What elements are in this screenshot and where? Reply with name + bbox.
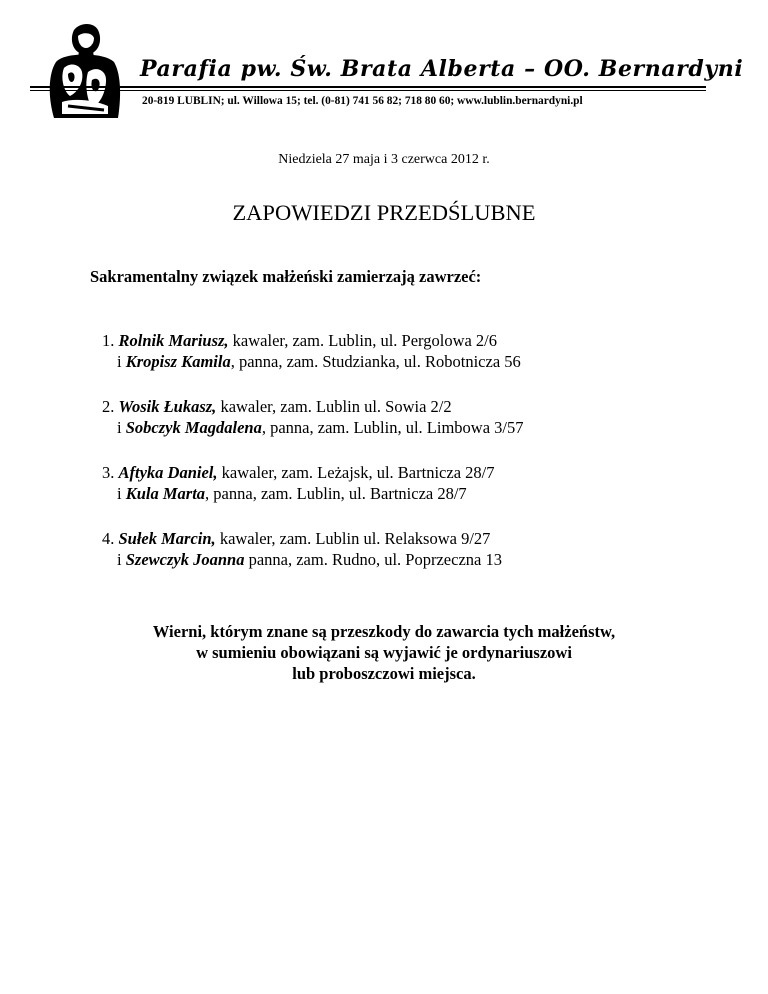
list-item xyxy=(102,396,742,438)
bride-name: Kropisz Kamila xyxy=(125,352,231,371)
list-item xyxy=(102,528,742,570)
header-rule-thin xyxy=(30,90,706,91)
entry-number: 1. xyxy=(102,331,115,350)
bride-name: Kula Marta xyxy=(125,484,206,503)
entry-number: 2. xyxy=(102,397,115,416)
conjunction: i xyxy=(117,352,126,371)
parish-name: Parafia pw. Św. Brata Alberta – OO. Bernardyni xyxy=(140,56,744,82)
notice-line-3: lub proboszczowi miejsca. xyxy=(292,664,476,683)
list-item xyxy=(102,330,742,372)
conjunction: i xyxy=(117,484,126,503)
groom-details: kawaler, zam. Leżajsk, ul. Bartnicza 28/7 xyxy=(217,463,495,482)
date-line: Niedziela 27 maja i 3 czerwca 2012 r. xyxy=(278,152,490,167)
notice-line-2: w sumieniu obowiązani są wyjawić je ordynariuszowi xyxy=(196,643,572,662)
saint-figure-logo-icon xyxy=(34,22,138,120)
conjunction: i xyxy=(117,550,126,569)
bride-details: panna, zam. Rudno, ul. Poprzeczna 13 xyxy=(244,550,502,569)
entry-number: 4. xyxy=(102,529,115,548)
groom-name: Aftyka Daniel, xyxy=(118,463,218,482)
list-item xyxy=(102,462,742,504)
header-rule xyxy=(30,86,706,88)
notice-text xyxy=(0,621,768,684)
entry-number: 3. xyxy=(102,463,115,482)
groom-name: Rolnik Mariusz, xyxy=(118,331,229,350)
bride-name: Szewczyk Joanna xyxy=(125,550,245,569)
groom-details: kawaler, zam. Lublin ul. Sowia 2/2 xyxy=(216,397,452,416)
conjunction: i xyxy=(117,418,126,437)
groom-name: Sułek Marcin, xyxy=(118,529,216,548)
bride-details: , panna, zam. Studzianka, ul. Robotnicza 56 xyxy=(230,352,521,371)
groom-details: kawaler, zam. Lublin ul. Relaksowa 9/27 xyxy=(215,529,491,548)
bride-details: , panna, zam. Lublin, ul. Bartnicza 28/7 xyxy=(205,484,467,503)
groom-details: kawaler, zam. Lublin, ul. Pergolowa 2/6 xyxy=(228,331,498,350)
document-title: ZAPOWIEDZI PRZEDŚLUBNE xyxy=(232,200,536,225)
groom-name: Wosik Łukasz, xyxy=(118,397,217,416)
parish-address: 20-819 LUBLIN; ul. Willowa 15; tel. (0-81) 741 56 82; 718 80 60; www.lublin.bernardyni.pl xyxy=(142,95,583,107)
intro-text: Sakramentalny związek małżeński zamierzają zawrzeć: xyxy=(90,267,482,286)
banns-list xyxy=(102,330,742,594)
bride-details: , panna, zam. Lublin, ul. Limbowa 3/57 xyxy=(261,418,524,437)
notice-line-1: Wierni, którym znane są przeszkody do zawarcia tych małżeństw, xyxy=(152,622,616,641)
bride-name: Sobczyk Magdalena xyxy=(125,418,262,437)
